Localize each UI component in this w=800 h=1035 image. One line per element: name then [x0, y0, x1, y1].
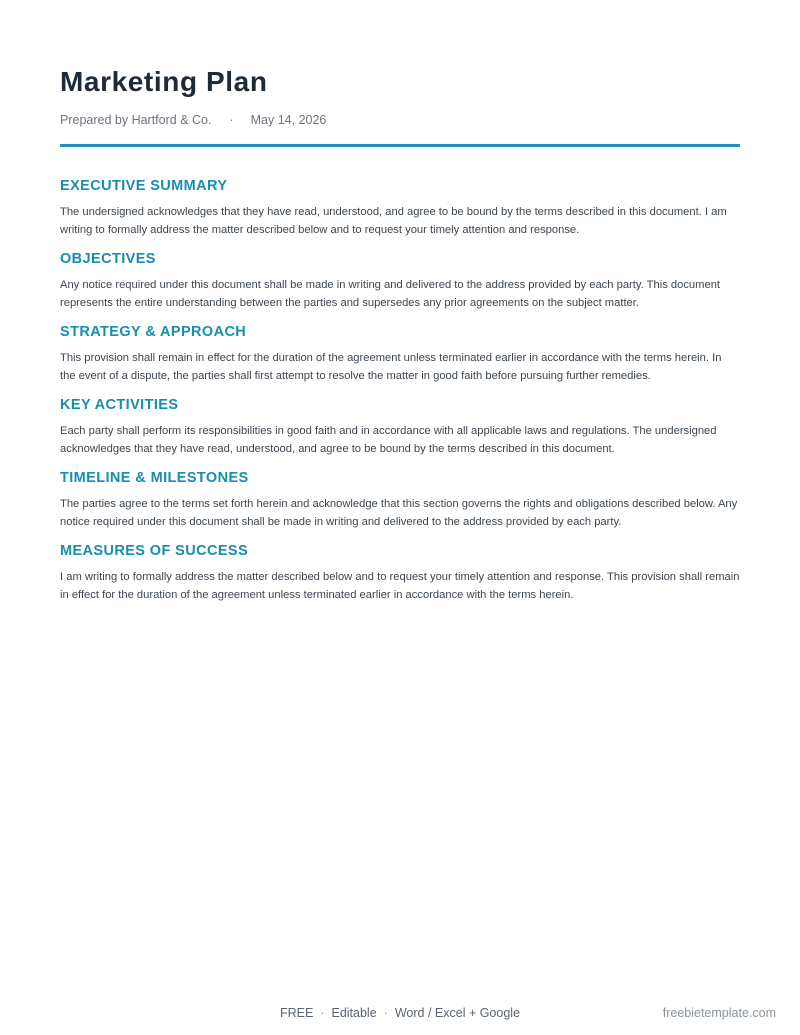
section-heading: OBJECTIVES: [60, 251, 156, 267]
meta-separator: ·: [229, 113, 234, 127]
section-body: Each party shall perform its responsibilities in good faith and in accordance with all applicable laws and regulations. The undersigned acknowledges that they have read, understood, and agree to be bound by the terms described in this document.: [60, 425, 717, 455]
footer-tag-editable: Editable: [331, 1006, 377, 1020]
section-objectives: [60, 249, 740, 312]
section-body: I am writing to formally address the matter described below and to request your timely attention and response. This provision shall remain in effect for the duration of the agreement unless terminated earlier in accordance with the terms herein.: [60, 571, 740, 601]
prepared-by: Prepared by Hartford & Co.: [60, 113, 212, 127]
section-heading: KEY ACTIVITIES: [60, 397, 179, 413]
footer-dot: ·: [383, 1006, 388, 1020]
section-timeline-milestones: [60, 468, 740, 531]
section-heading: EXECUTIVE SUMMARY: [60, 178, 228, 194]
footer-dot: ·: [320, 1006, 325, 1020]
footer-tag-formats: Word / Excel + Google: [394, 1006, 521, 1020]
footer-tag-free: FREE: [279, 1006, 314, 1020]
section-measures-of-success: [60, 541, 740, 604]
section-body: The undersigned acknowledges that they have read, understood, and agree to be bound by the terms described in this document. I am writing to formally address the matter described below and to request your timely attention and response.: [60, 206, 727, 236]
section-executive-summary: [60, 176, 740, 239]
section-strategy-approach: [60, 322, 740, 385]
header-divider: [60, 144, 740, 147]
section-body: The parties agree to the terms set forth herein and acknowledge that this section governs the rights and obligations described below. Any notice required under this document shall be made in writing and delivered to the address provided by each party.: [60, 498, 738, 528]
section-heading: STRATEGY & APPROACH: [60, 324, 247, 340]
section-heading: TIMELINE & MILESTONES: [60, 470, 249, 486]
document-meta: [60, 111, 326, 129]
section-key-activities: [60, 395, 740, 458]
section-heading: MEASURES OF SUCCESS: [60, 543, 249, 559]
section-body: Any notice required under this document shall be made in writing and delivered to the address provided by each party. This document represents the entire understanding between the parties and supersedes any prior agreements on the subject matter.: [60, 279, 721, 309]
page-footer: [0, 1003, 800, 1023]
document-body: [60, 176, 740, 614]
footer-brand-link[interactable]: freebietemplate.com: [662, 1006, 776, 1020]
section-body: This provision shall remain in effect for the duration of the agreement unless terminated earlier in accordance with the terms herein. In the event of a dispute, the parties shall first attempt to resolve the matter in good faith before pursuing further remedies.: [60, 352, 722, 382]
document-title: Marketing Plan: [60, 66, 268, 97]
document-date: May 14, 2026: [250, 113, 327, 127]
